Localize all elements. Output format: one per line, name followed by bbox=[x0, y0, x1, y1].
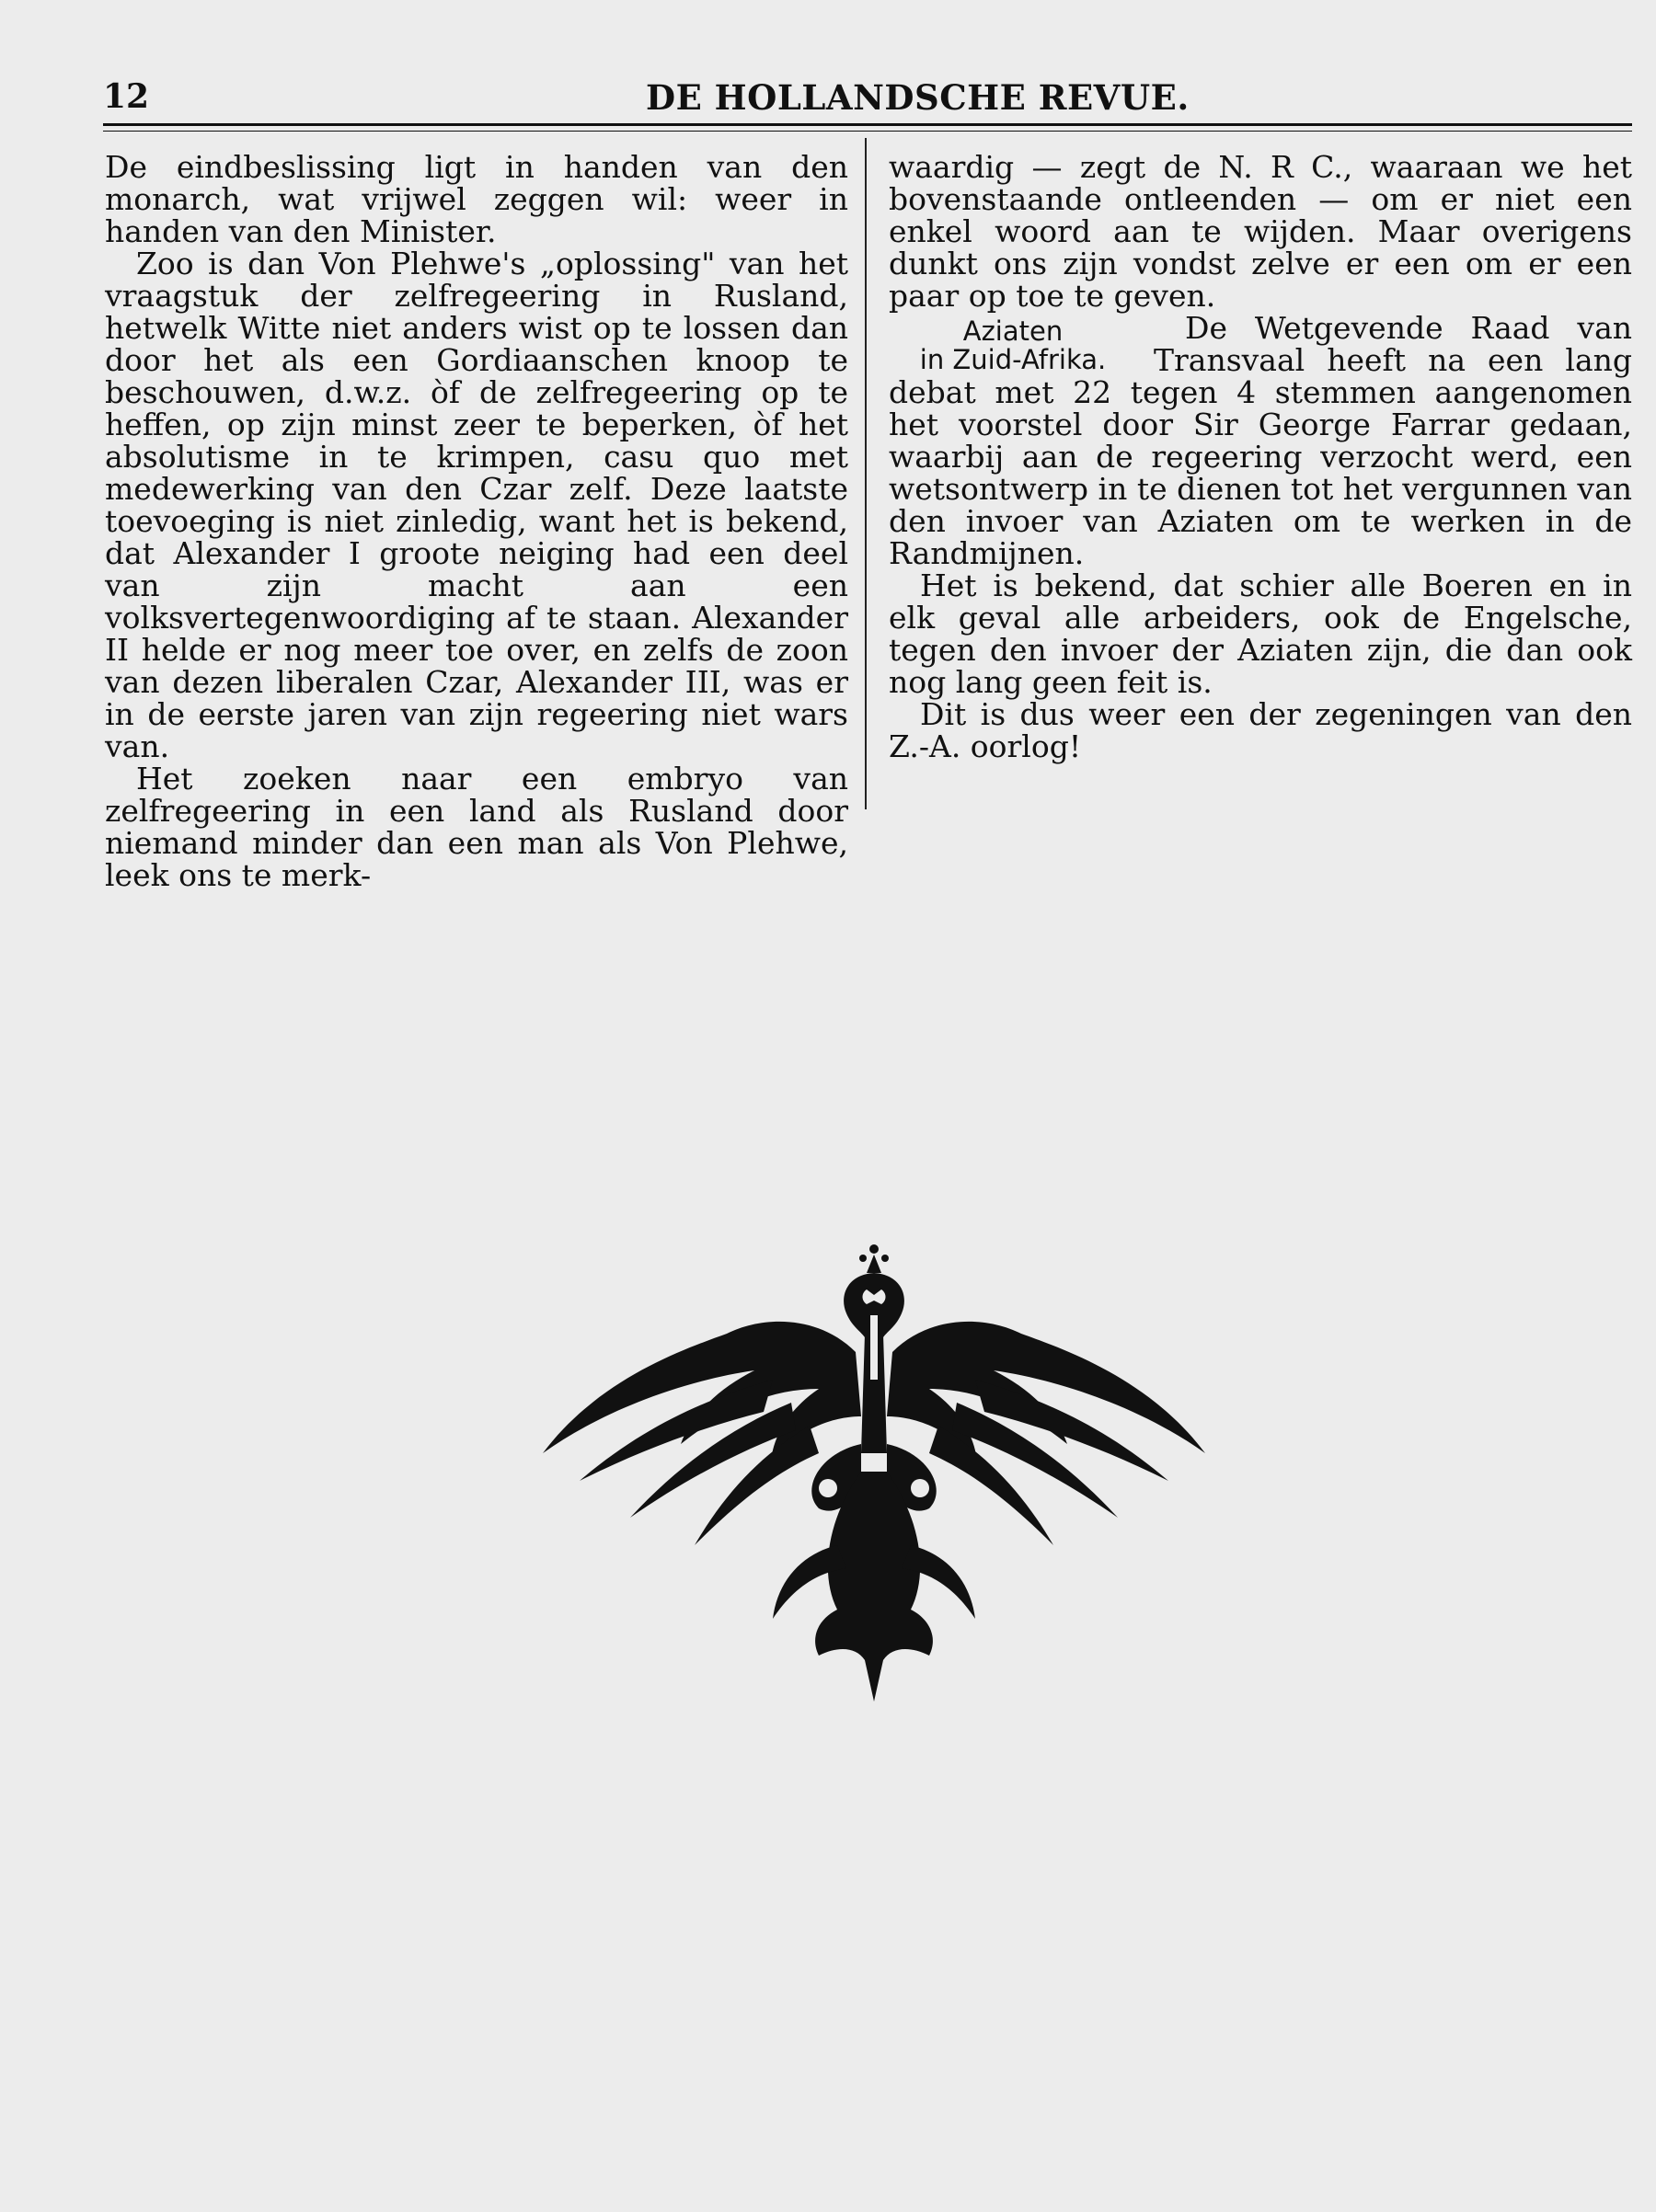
section-sidehead bbox=[889, 317, 1137, 374]
column-divider bbox=[865, 138, 867, 809]
page-number: 12 bbox=[103, 77, 150, 116]
header-rule-thick bbox=[103, 123, 1632, 126]
right-paragraph-2: De Wetgevende Raad van Transvaal heeft na een lang debat met 22 tegen 4 stemmen aangenomen het voorstel door Sir George Farrar gedaan, waarbij aan de regeering verzocht werd, een wetsontwerp in te dienen tot het vergunnen van den invoer van Aziaten om te werken in de Randmijnen. bbox=[889, 310, 1632, 571]
page-header bbox=[103, 72, 1630, 127]
left-column bbox=[105, 151, 848, 891]
right-column bbox=[889, 151, 1632, 762]
right-paragraph-3: Het is bekend, dat schier alle Boeren en in elk geval alle arbeiders, ook de Engelsche, tegen den invoer der Aziaten zijn, die dan ook nog lang geen feit is. bbox=[889, 567, 1632, 700]
header-rule-thin bbox=[103, 131, 1632, 132]
running-title: DE HOLLANDSCHE REVUE. bbox=[646, 77, 1190, 118]
heraldic-eagle-icon bbox=[543, 1242, 1205, 1702]
left-paragraph-2: Zoo is dan Von Plehwe's „oplossing" van het vraagstuk der zelfregeering in Rusland, hetwelk Witte niet anders wist op te lossen dan door het als een Gordiaanschen knoop te beschouwen, d.w.z. òf de zelfregeering op te heffen, op zijn minst zeer te beperken, òf het absolutisme in te krimpen, casu quo met medewerking van den Czar zelf. Deze laatste toevoeging is niet zinledig, want het is bekend, dat Alexander I groote neiging had een deel van zijn macht aan een volksvertegenwoordiging af te staan. Alexander II helde er nog meer toe over, en zelfs de zoon van dezen liberalen Czar, Alexander III, was er in de eerste jaren van zijn regeering niet wars van. bbox=[105, 246, 848, 764]
sidehead-line-1: Aziaten bbox=[962, 315, 1064, 347]
sidehead-line-2: in Zuid-Afrika. bbox=[919, 344, 1107, 375]
left-paragraph-1: De eindbeslissing ligt in handen van den monarch, wat vrijwel zeggen wil: weer in handen van den Minister. bbox=[105, 149, 848, 249]
left-paragraph-3: Het zoeken naar een embryo van zelfregeering in een land als Rusland door niemand minder dan een man als Von Plehwe, leek ons te merk- bbox=[105, 761, 848, 893]
right-paragraph-4: Dit is dus weer een der zegeningen van den Z.-A. oorlog! bbox=[889, 696, 1632, 764]
right-paragraph-1: waardig — zegt de N. R C., waaraan we het bovenstaande ontleenden — om er niet een enkel woord aan te wijden. Maar overigens dunkt ons zijn vondst zelve er een om er een paar op toe te geven. bbox=[889, 149, 1632, 314]
